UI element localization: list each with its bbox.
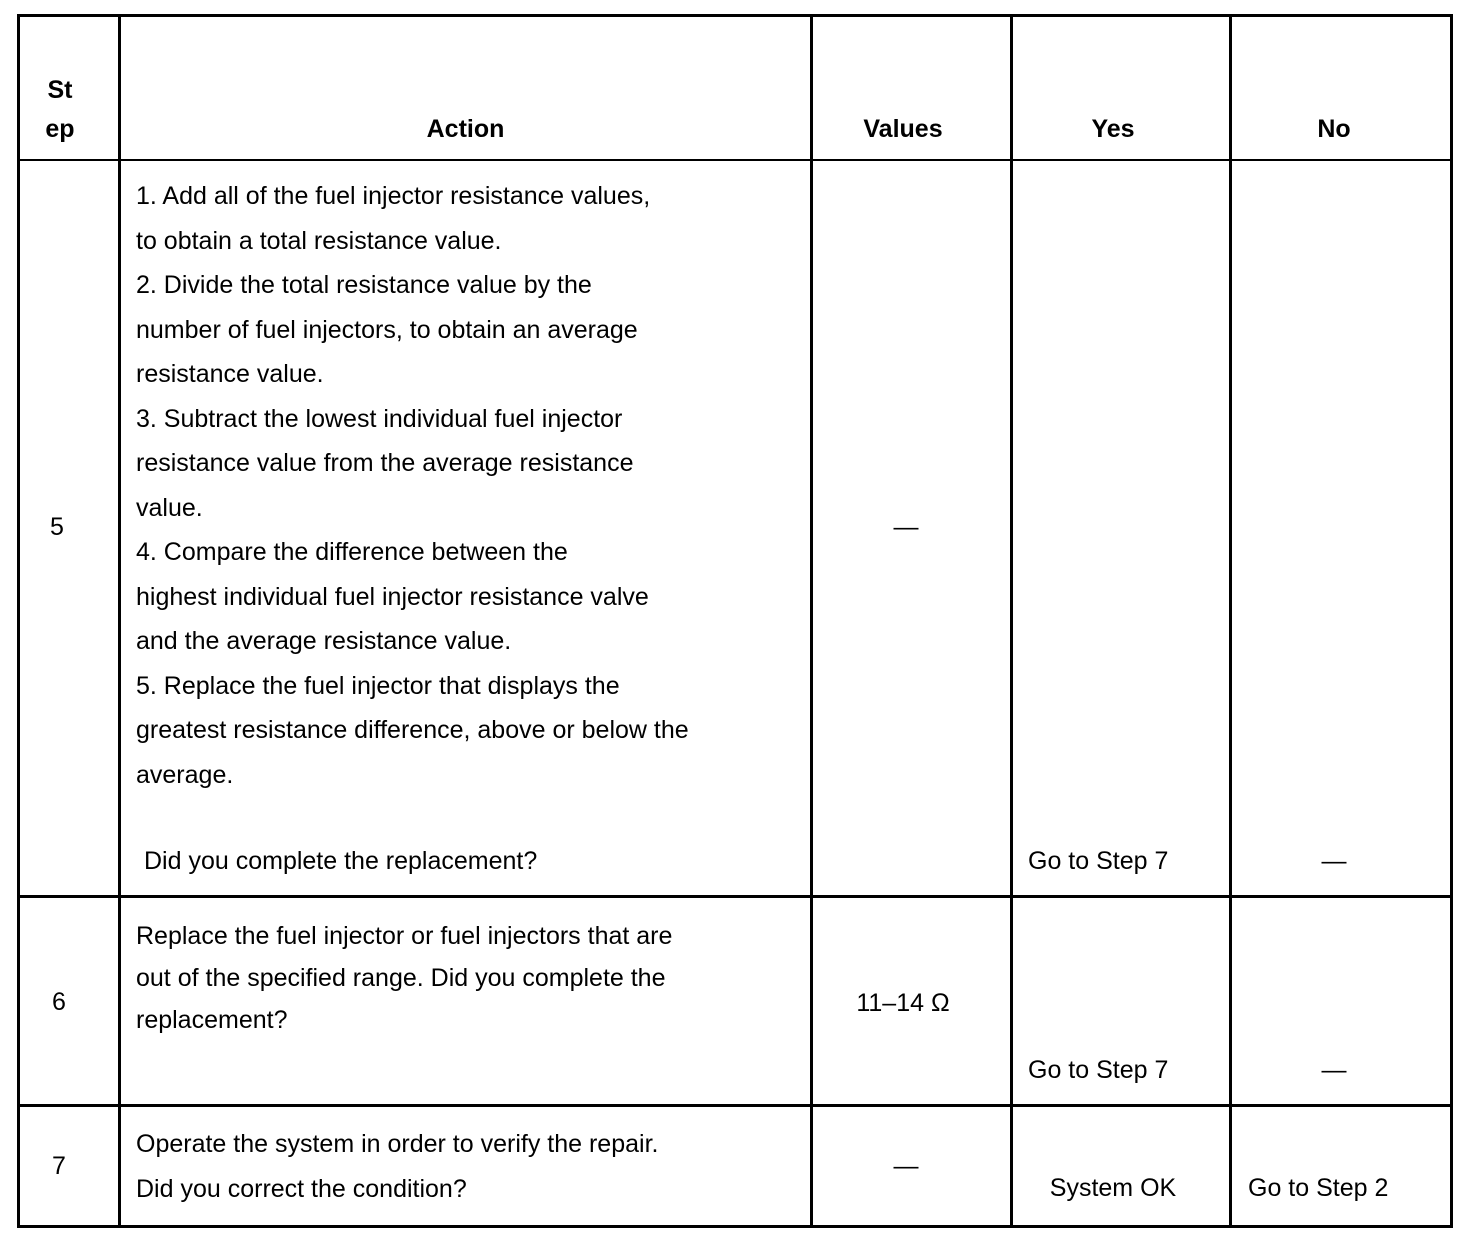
action-line: 5. Replace the fuel injector that displays the: [136, 671, 620, 700]
no-cell: —: [1321, 847, 1347, 875]
action-line: value.: [136, 493, 203, 522]
header-yes: Yes: [1091, 115, 1135, 143]
action-line: Did you correct the condition?: [136, 1174, 467, 1203]
row-divider: [17, 1104, 1453, 1107]
header-step: [20, 71, 100, 149]
action-line: 3. Subtract the lowest individual fuel injector: [136, 404, 623, 433]
action-text: [136, 1122, 658, 1211]
row-divider: [17, 895, 1453, 898]
step-number: 5: [50, 513, 64, 541]
action-line: 4. Compare the difference between the: [136, 538, 568, 566]
action-line: and the average resistance value.: [136, 627, 512, 655]
action-line: resistance value from the average resistance: [136, 449, 634, 477]
action-line: Operate the system in order to verify the repair.: [136, 1130, 659, 1158]
yes-cell: Go to Step 7: [1028, 1056, 1169, 1084]
column-divider: [1010, 14, 1013, 1228]
values-cell: 11–14 Ω: [856, 989, 950, 1017]
action-line: greatest resistance difference, above or below the: [136, 716, 689, 744]
table-border-left: [17, 14, 20, 1228]
action-text: [136, 174, 689, 797]
action-text: [136, 915, 672, 1041]
header-action: Action: [426, 115, 505, 143]
values-cell: —: [893, 1152, 919, 1180]
table-border-bottom: [17, 1225, 1453, 1228]
header-no: No: [1317, 115, 1351, 143]
table-border-right: [1450, 14, 1453, 1228]
column-divider: [118, 14, 121, 1228]
header-step-line: St: [47, 76, 73, 104]
action-line: highest individual fuel injector resistance valve: [136, 582, 649, 611]
action-line: number of fuel injectors, to obtain an average: [136, 315, 638, 344]
column-divider: [810, 14, 813, 1228]
action-line: 2. Divide the total resistance value by the: [136, 271, 592, 299]
action-line: resistance value.: [136, 360, 324, 388]
action-line: to obtain a total resistance value.: [136, 226, 502, 255]
values-cell: —: [893, 513, 919, 541]
yes-cell: Go to Step 7: [1028, 847, 1169, 875]
yes-cell: System OK: [1049, 1174, 1177, 1202]
action-line: 1. Add all of the fuel injector resistance values,: [136, 182, 651, 210]
no-cell: —: [1321, 1056, 1347, 1084]
step-number: 7: [52, 1152, 66, 1180]
action-line: out of the specified range. Did you complete the: [136, 964, 666, 992]
header-divider: [17, 159, 1453, 161]
no-cell: Go to Step 2: [1248, 1174, 1389, 1202]
troubleshooting-table: [17, 14, 1453, 1228]
action-question: Did you complete the replacement?: [144, 847, 538, 875]
header-step-line: ep: [45, 115, 75, 143]
header-values: Values: [863, 115, 943, 143]
column-divider: [1229, 14, 1232, 1228]
table-border-top: [17, 14, 1453, 17]
action-line: average.: [136, 760, 234, 789]
step-number: 6: [52, 988, 66, 1016]
action-line: replacement?: [136, 1006, 288, 1034]
action-line: Replace the fuel injector or fuel injectors that are: [136, 922, 673, 950]
